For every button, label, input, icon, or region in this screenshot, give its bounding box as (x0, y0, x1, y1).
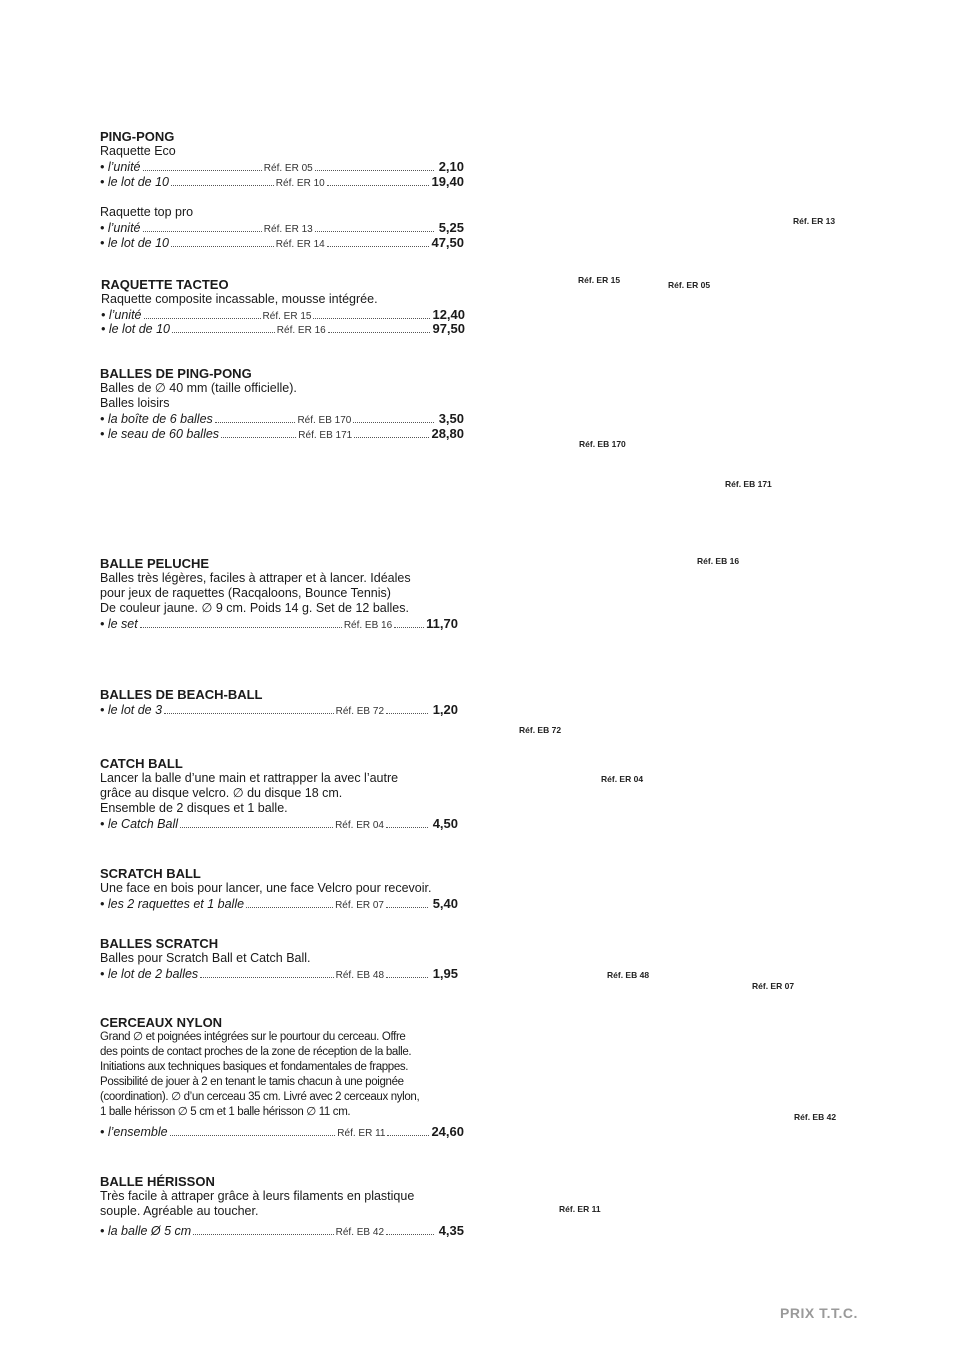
section-desc: Balles très légères, faciles à attraper et à lancer. Idéales (100, 571, 411, 585)
section-balles-scratch (100, 936, 311, 966)
item-ref: Réf. ER 10 (275, 178, 325, 189)
item-label: • le set (100, 617, 138, 631)
item-price: 97,50 (432, 321, 466, 336)
image-ref-label: Réf. ER 13 (793, 216, 836, 226)
section-title: BALLES DE PING-PONG (100, 366, 252, 381)
section-desc: Balles de ∅ 40 mm (taille officielle). (100, 381, 297, 395)
section-desc: Raquette composite incassable, mousse intégrée. (101, 292, 378, 306)
image-ref-label: Réf. ER 15 (578, 275, 621, 285)
section-desc: grâce au disque velcro. ∅ du disque 18 cm. (100, 786, 343, 800)
section-desc: des points de contact proches de la zone de réception de la balle. (100, 1046, 412, 1058)
section-raquette-tacteo (101, 277, 378, 307)
image-ref-label: Réf. EB 72 (519, 725, 562, 735)
price-line (100, 966, 458, 981)
section-cerceaux-nylon (100, 1015, 419, 1120)
item-ref: Réf. ER 16 (276, 325, 326, 336)
item-price: 3,50 (438, 411, 464, 426)
price-line (100, 1223, 464, 1238)
section-title: PING-PONG (100, 129, 175, 144)
item-ref: Réf. EB 72 (335, 706, 384, 717)
price-line (100, 896, 458, 911)
section-scratch-ball (100, 866, 431, 896)
item-ref: Réf. ER 15 (262, 311, 312, 322)
section-desc: Grand ∅ et poignées intégrées sur le pourtour du cerceau. Offre (100, 1031, 406, 1043)
price-line (100, 702, 458, 717)
image-ref-label: Réf. ER 05 (668, 280, 711, 290)
footer-price-note: PRIX T.T.C. (780, 1305, 858, 1321)
item-label: • la boîte de 6 balles (100, 412, 213, 426)
section-balles-ping-pong (100, 366, 297, 411)
section-title: RAQUETTE TACTEO (101, 277, 229, 292)
item-ref: Réf. ER 14 (275, 239, 325, 250)
item-ref: Réf. EB 48 (335, 970, 384, 981)
item-price: 19,40 (431, 174, 465, 189)
section-desc: 1 balle hérisson ∅ 5 cm et 1 balle hérisson ∅ 11 cm. (100, 1106, 351, 1118)
image-ref-label: Réf. EB 16 (697, 556, 740, 566)
section-desc: Initiations aux techniques basiques et fondamentales de frappes. (100, 1061, 409, 1073)
item-label: • le lot de 3 (100, 703, 163, 717)
item-price: 1,20 (432, 702, 458, 717)
item-label: • le lot de 10 (101, 322, 171, 336)
item-label: • l’unité (101, 308, 142, 322)
item-price: 1,95 (432, 966, 458, 981)
section-desc: De couleur jaune. ∅ 9 cm. Poids 14 g. Set de 12 balles. (100, 601, 409, 615)
section-catch-ball (100, 756, 398, 816)
image-ref-label: Réf. ER 04 (601, 774, 644, 784)
item-price: 4,35 (438, 1223, 464, 1238)
item-label: • le Catch Ball (100, 817, 179, 831)
item-label: • la balle Ø 5 cm (100, 1224, 192, 1238)
image-ref-label: Réf. ER 07 (752, 981, 795, 991)
section-desc: Une face en bois pour lancer, une face Velcro pour recevoir. (100, 881, 432, 895)
item-price: 11,70 (426, 616, 458, 631)
item-ref: Réf. EB 16 (343, 620, 393, 631)
item-ref: Réf. ER 13 (263, 224, 313, 235)
item-price: 47,50 (431, 235, 465, 250)
price-line (100, 174, 464, 189)
price-line (100, 616, 458, 631)
section-title: BALLE HÉRISSON (100, 1174, 215, 1189)
item-label: • le lot de 10 (100, 175, 170, 189)
price-line (100, 235, 464, 250)
item-price: 12,40 (432, 307, 466, 322)
section-title: CERCEAUX NYLON (100, 1015, 223, 1030)
price-line (100, 426, 464, 441)
image-ref-label: Réf. ER 11 (559, 1204, 601, 1214)
section-ping-pong (100, 129, 176, 159)
item-price: 28,80 (431, 426, 465, 441)
section-desc: Ensemble de 2 disques et 1 balle. (100, 801, 288, 815)
section-balle-herisson (100, 1174, 414, 1219)
section-desc: souple. Agréable au toucher. (100, 1204, 259, 1218)
price-line (100, 816, 458, 831)
section-desc: Raquette Eco (100, 144, 176, 158)
section-desc: pour jeux de raquettes (Racqaloons, Bounce Tennis) (100, 586, 391, 600)
item-ref: Réf. ER 04 (335, 820, 384, 831)
price-line (100, 1124, 464, 1139)
item-price: 24,60 (431, 1124, 464, 1139)
section-desc: Raquette top pro (100, 205, 194, 219)
section-balle-peluche (100, 556, 411, 616)
item-ref: Réf. ER 05 (263, 163, 313, 174)
section-title: BALLE PELUCHE (100, 556, 210, 571)
item-ref: Réf. EB 42 (335, 1227, 384, 1238)
section-desc: (coordination). ∅ d’un cerceau 35 cm. Livré avec 2 cerceaux nylon, (100, 1091, 420, 1103)
section-title: SCRATCH BALL (100, 866, 201, 881)
item-price: 5,25 (438, 220, 464, 235)
image-ref-label: Réf. EB 42 (794, 1112, 837, 1122)
section-title: BALLES SCRATCH (100, 936, 219, 951)
section-title: CATCH BALL (100, 756, 183, 771)
section-title: BALLES DE BEACH-BALL (100, 687, 263, 702)
item-price: 5,40 (432, 896, 458, 911)
price-line (101, 321, 465, 336)
item-ref: Réf. ER 07 (335, 900, 384, 911)
image-ref-label: Réf. EB 170 (579, 439, 626, 449)
section-desc: Possibilité de jouer à 2 en tenant le tamis chacun à une poignée (100, 1076, 404, 1088)
item-ref: Réf. EB 171 (298, 430, 353, 441)
image-ref-label: Réf. EB 48 (607, 970, 650, 980)
item-label: • les 2 raquettes et 1 balle (100, 897, 245, 911)
item-ref: Réf. EB 170 (297, 415, 352, 426)
item-price: 2,10 (438, 159, 464, 174)
item-price: 4,50 (432, 816, 458, 831)
item-ref: Réf. ER 11 (337, 1128, 386, 1139)
item-label: • l’unité (100, 160, 141, 174)
item-label: • le lot de 10 (100, 236, 170, 250)
section-desc: Balles pour Scratch Ball et Catch Ball. (100, 951, 311, 965)
item-label: • le lot de 2 balles (100, 967, 199, 981)
item-label: • le seau de 60 balles (100, 427, 220, 441)
section-desc: Lancer la balle d’une main et rattrapper la avec l’autre (100, 771, 399, 785)
item-label: • l’unité (100, 221, 141, 235)
image-ref-label: Réf. EB 171 (725, 479, 772, 489)
section-desc: Très facile à attraper grâce à leurs filaments en plastique (100, 1189, 415, 1203)
section-desc: Balles loisirs (100, 396, 170, 410)
item-label: • l’ensemble (100, 1125, 168, 1139)
